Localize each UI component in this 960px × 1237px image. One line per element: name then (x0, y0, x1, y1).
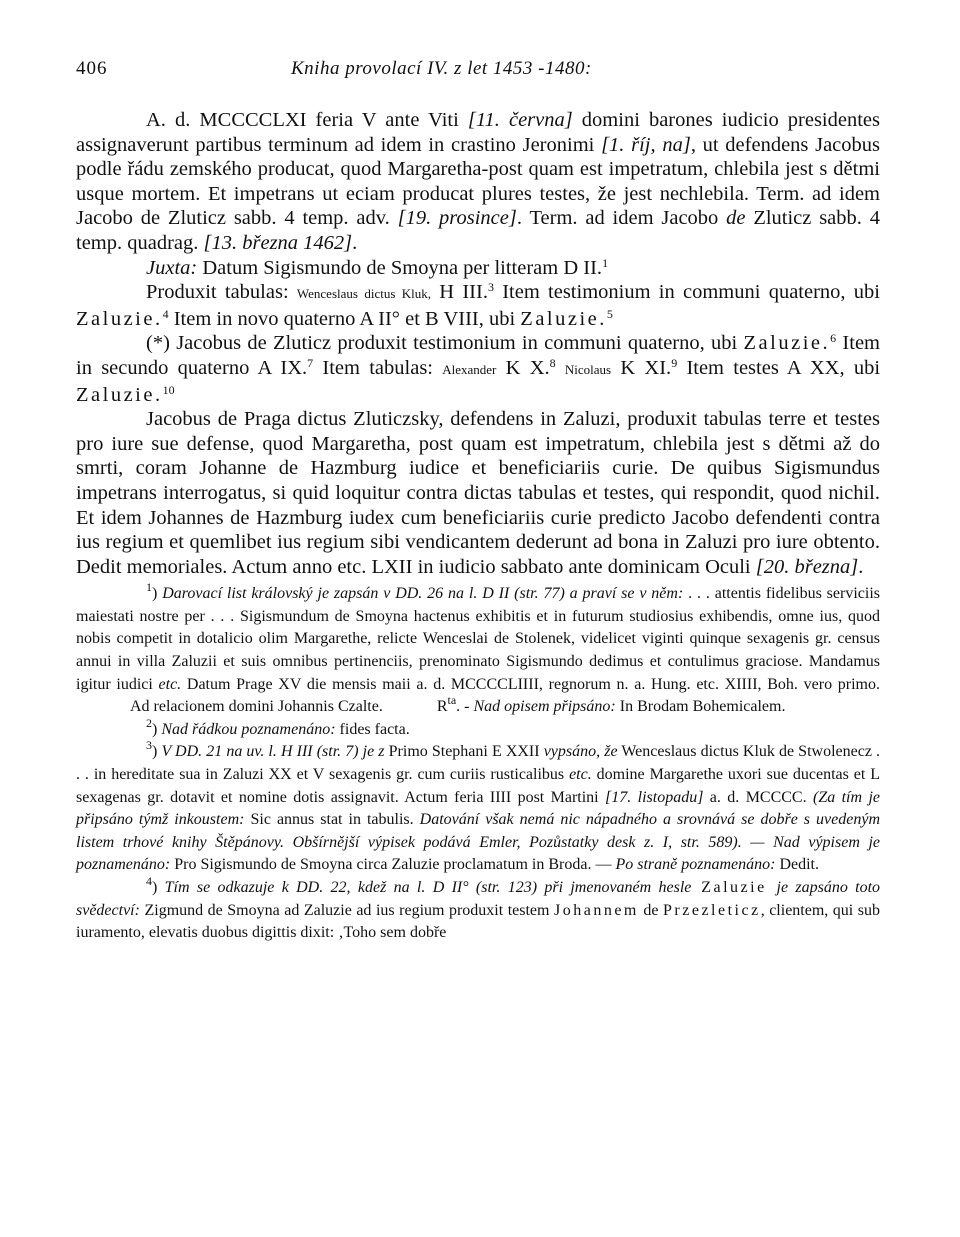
footnote-ref: 6 (830, 331, 837, 346)
text-run: K X. (496, 356, 550, 379)
footnote-number: 1 (146, 580, 152, 595)
text-run: ) (152, 743, 162, 761)
place-name: Zaluzie. (76, 307, 163, 330)
small-name: Alexander (442, 361, 497, 377)
text-run: Pro Sigismundo de Smoyna circa Zaluzie proclamatum in Broda. — (170, 856, 616, 874)
text-run (556, 357, 565, 379)
text-run: Dedit. (775, 856, 819, 874)
text-run: . (352, 231, 358, 254)
editor-note: Darovací list královský je zapsán v DD. 26 na l. D II (str. 77) a praví se v něm: (162, 585, 684, 603)
text-run: de (638, 901, 664, 919)
date-gloss: [11. června] (467, 109, 573, 131)
date-gloss: [1. říj, na] (601, 133, 691, 156)
text-run: A. d. MCCCCLXI feria V ante Viti (146, 109, 468, 131)
footnotes (76, 580, 881, 945)
text-run: . (858, 555, 864, 578)
footnote-ref: 10 (162, 382, 175, 397)
editor-note: vypsáno, že (543, 743, 618, 761)
footnote-4 (76, 873, 881, 945)
text-run: Zluticz sabb. 4 temp. quadrag. (76, 207, 880, 254)
person-name: Przezleticz (663, 901, 761, 919)
text-run: Ad relacionem domini Johannis Czalte. (130, 698, 383, 716)
text-run: Datum Sigismundo de Smoyna per litteram D II. (197, 256, 603, 279)
paragraph-2 (76, 256, 880, 281)
text-run: Item testes A XX, ubi (677, 356, 881, 379)
editor-note: Tím se odkazuje k DD. 22, kdež na l. D II° (str. 123) při jmenovaném hesle (164, 879, 692, 896)
text-run: domini barones iudicio presidentes assignaverunt partibus terminum ad idem in crastino Jeronimi (76, 109, 880, 156)
text-run: R (436, 698, 448, 716)
text-run: (*) Jacobus de Zluticz produxit testimonium in communi quaterno, ubi (146, 332, 744, 355)
editor-note: (Za tím je připsáno týmž inkoustem: (76, 788, 880, 829)
text-run: Item in secundo quaterno A IX. (76, 332, 880, 379)
paragraph-3 (76, 280, 880, 331)
footnote-1 (76, 580, 881, 719)
footnote-ref: 9 (671, 355, 678, 370)
text-run: a. d. MCCCC. (703, 788, 813, 806)
editor-note: Nad řádkou poznamenáno: (161, 720, 336, 738)
superscript: ta (447, 693, 457, 708)
text-run: , clientem, qui sub iuramento, elevatis duobus digittis dixit: ‚Toho sem dobře (76, 901, 880, 942)
page-number: 406 (76, 58, 108, 79)
editor-note: Datování však nemá nic nápadného a srovnává se dobře s uvedeným listem trhové knihy Štěpánovy. Obšírnější výpisek podává Emler, Pozůstatky desk z. I, str. 589). — Nad výpisem je poznamenáno: (76, 811, 881, 874)
person-name: Johannem (554, 901, 639, 919)
place-name: Zaluzie. (520, 307, 607, 330)
label-juxta: Juxta: (146, 256, 198, 279)
footnote-2 (76, 715, 880, 742)
place-name: Zaluzie. (76, 383, 163, 406)
editor-note: je zapsáno toto svědectví: (76, 879, 881, 919)
small-name: Nicolaus (564, 361, 612, 377)
footnote-ref: 8 (549, 355, 556, 370)
paragraph-4 (76, 331, 880, 407)
text-run: ) (152, 720, 162, 738)
text-run: Item testimonium in communi quaterno, ubi (493, 281, 880, 304)
running-title: Kniha provolací IV. z let 1453 -1480: (291, 58, 592, 79)
text-run: Primo Stephani E XXII (384, 743, 544, 761)
footnote-3 (76, 738, 881, 877)
text-run: H III. (431, 281, 488, 304)
footnote-number: 3 (146, 738, 152, 753)
date-gloss: [13. března 1462] (203, 231, 353, 254)
footnote-number: 4 (146, 873, 152, 888)
footnote-ref: 1 (602, 255, 609, 270)
text-run: , ut defendens Jacobus podle řádu zemského producat, quod Margaretha-post quam est impetratum, chlebila jest s dětmi usque mortem. Et impetrans ut eciam producat plures testes, že jest nechlebila. Term. ad idem Jacobo de Zluticz sabb. 4 temp. adv. (76, 133, 881, 230)
running-header (76, 58, 880, 80)
footnote-ref: 4 (162, 306, 169, 321)
text-run: K XI. (611, 356, 672, 379)
text-run: ) (152, 585, 163, 603)
text-run: . . . attentis fidelibus serviciis maiestati nostre per . . . Sigismundum de Smoyna hactenus exhibitis et in futurum studiosius exhibendis, omne ius, quod nobis competit in dotalicio olim Margarethe, relicte Wenceslai de Stolenek, videlicet viginti quinque sexagenis gr. census annui in villa Zaluzii et suis omnibus pertinenciis, prenominato Sigismundo dedimus et contulimus graciose. Mandamus igitur iudici (76, 585, 881, 693)
text-run: . - (456, 698, 474, 716)
text-run: Datum Prage XV die mensis maii a. d. MCCCCLIIII, regnorum n. a. Hung. etc. XIIII, Boh. vero primo. (181, 675, 880, 693)
text-run: ) (152, 879, 165, 896)
text-run: In Brodam Bohemicalem. (615, 698, 786, 716)
text-run: Produxit tabulas: (146, 281, 297, 304)
editor-note: Nad opisem připsáno: (473, 698, 616, 716)
date-gloss: [17. listopadu] (605, 788, 704, 806)
text-run: Wenceslaus dictus Kluk de Stwolenecz . . . in hereditate sua in Zaluzi XX et V sexagenis gr. cum curiis rusticalibus (76, 743, 881, 784)
place-name: Zaluzie. (743, 332, 831, 355)
small-name: Wenceslaus dictus Kluk, (296, 286, 432, 302)
date-gloss: [20. března] (755, 555, 859, 578)
text-run: etc. (569, 766, 592, 784)
text-run: Sic annus stat in tabulis. (244, 811, 420, 829)
paragraph-5 (76, 407, 880, 579)
footnote-ref: 7 (307, 355, 314, 370)
text-run: etc. (158, 675, 182, 693)
text-run: de (726, 207, 746, 230)
text-run: Zigmund de Smoyna ad Zaluzie ad ius regium produxit testem (139, 901, 554, 919)
text-run: Jacobus de Praga dictus Zluticzsky, defendens in Zaluzi, produxit tabulas terre et testes pro iure sue defense, quod Margaretha, post quam est impetratum, chlebila jest s dětmi až do smrti, coram Johanne de Hazmburg iudice et beneficiariis curie. De quibus Sigismundus impetrans interrogatus, si quid loquitur contra dictas tabulas et testes, qui respondit, quod nichil. Et idem Johannes de Hazmburg iudex cum beneficiariis curie predicto Jacobo defendenti contra ius regium et quemlibet ius regium sibi vendicantem dederunt ad bona in Zaluzi pro iure obtento. Dedit memoriales. Actum anno etc. LXII in iudicio sabbato ante dominicam Oculi (76, 408, 880, 578)
date-gloss: [19. prosince] (397, 207, 517, 230)
footnote-ref: 5 (606, 306, 613, 321)
text-run: fides facta. (335, 720, 410, 738)
editor-note: Po straně poznamenáno: (615, 856, 776, 874)
text-run: Item in novo quaterno A II° et B VIII, ubi (168, 307, 521, 330)
editor-note: V DD. 21 na uv. l. H III (str. 7) je z (161, 743, 385, 761)
text-run: Item tabulas: (313, 356, 443, 379)
paragraph-1 (76, 108, 880, 256)
footnote-number: 2 (146, 715, 152, 730)
footnote-ref: 3 (487, 279, 494, 294)
place-name: Zaluzie (691, 879, 777, 896)
main-text (76, 108, 880, 579)
text-run: . Term. ad idem Jacobo (516, 207, 727, 230)
text-run: domine Margarethe uxori sue ducentas et L sexagenas gr. dotavit et nomine dotis assignavit. Actum feria IIII post Martini (76, 766, 880, 806)
